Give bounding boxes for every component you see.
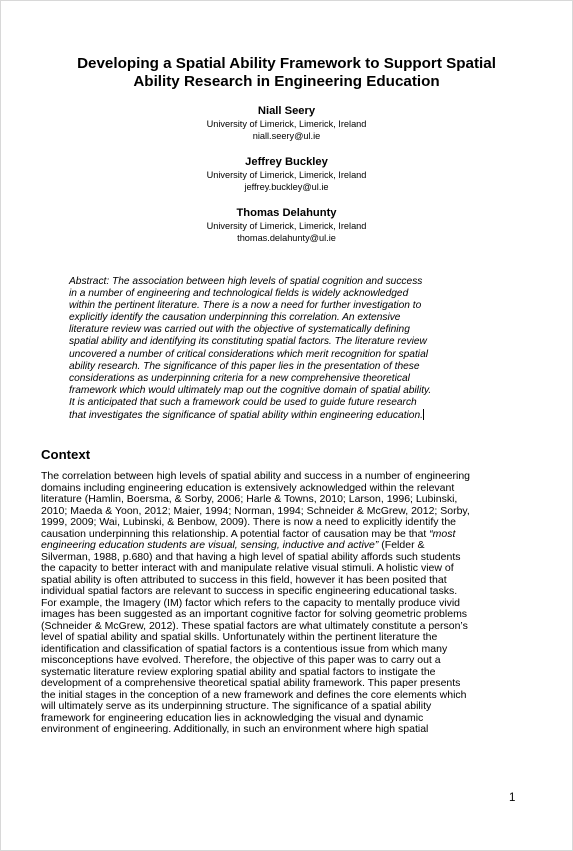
abstract-line <box>69 276 499 288</box>
author-email: niall.seery@ul.ie <box>252 131 321 141</box>
author-block <box>0 104 573 142</box>
body-line: individual spatial factors are relevant to success in specific engineering educational tasks. <box>41 585 458 597</box>
paper-title <box>30 55 543 91</box>
abstract-line: explicitly identify the causation underpinning this correlation. An extensive <box>69 312 401 324</box>
body-line: 2010; Maeda & Yoon, 2012; Maier, 1994; Norman, 1994; Schneider & McGrew, 2012; Sorby, <box>41 504 470 517</box>
body-line <box>41 540 541 552</box>
body-text-span: causation underpinning this relationship. A potential factor of causation may be that <box>41 527 430 540</box>
abstract-text: that investigates the significance of spatial ability within engineering education. <box>69 410 423 422</box>
author-name: Thomas Delahunty <box>236 207 337 219</box>
body-line: literature (Hamlin, Boersma, & Sorby, 2006; Harle & Towns, 2010; Larson, 1996; Lubinski, <box>41 493 458 505</box>
abstract-line: in a number of engineering and technological fields is widely acknowledged <box>69 288 409 300</box>
quote-text: “most <box>429 527 456 540</box>
author-affiliation: University of Limerick, Limerick, Ireland <box>206 170 367 180</box>
title-line: Developing a Spatial Ability Framework to Support Spatial <box>77 55 496 72</box>
body-text[interactable] <box>41 471 541 736</box>
body-line: The correlation between high levels of spatial ability and success in a number of engineering <box>41 470 471 482</box>
author-block <box>0 206 573 244</box>
body-line: spatial ability is often attributed to success in this field, however it has been posited that <box>41 573 447 586</box>
body-line: level of spatial ability and spatial skills. Unfortunately within the pertinent literature the <box>41 631 438 643</box>
body-line: images has been suggested as an important cognitive factor for solving geometric problems <box>41 608 468 620</box>
body-line: the capacity to better interact with and manipulate relative visual stimuli. A holistic view of <box>41 562 454 574</box>
body-line: For example, the Imagery (IM) factor which refers to the capacity to mentally produce vivid <box>41 596 461 609</box>
abstract-line: It is anticipated that such a framework could be used to guide future research <box>69 396 417 408</box>
title-line: Ability Research in Engineering Education <box>133 73 440 90</box>
abstract-line: uncovered a number of critical considerations which merit recognition for spatial <box>69 348 428 360</box>
author-affiliation: University of Limerick, Limerick, Ireland <box>206 221 367 231</box>
author-name: Jeffrey Buckley <box>245 156 328 168</box>
body-line: identification and classification of spatial factors is a contentious issue from which many <box>41 642 448 655</box>
author-name: Niall Seery <box>257 105 316 117</box>
author-affiliation: University of Limerick, Limerick, Ireland <box>206 119 367 129</box>
author-email: thomas.delahunty@ul.ie <box>237 233 336 243</box>
body-line: (Schneider & McGrew, 2012). These spatial factors are what ultimately constitute a person’s <box>41 619 468 632</box>
text-cursor <box>423 409 424 420</box>
page-number: 1 <box>509 792 516 804</box>
abstract-line: within the pertinent literature. There is a now a need for further investigation to <box>69 300 422 312</box>
abstract-text: : The association between high levels of spatial cognition and success <box>106 276 423 287</box>
author-email: jeffrey.buckley@ul.ie <box>244 182 329 192</box>
body-line: misconceptions have evolved. Therefore, the objective of this paper was to carry out a <box>41 654 441 666</box>
body-line: development of a comprehensive theoretical spatial ability framework. This paper presents <box>41 677 461 689</box>
body-line: will ultimately serve as its underpinning structure. The significance of a spatial ability <box>41 700 432 712</box>
abstract-line: ability research. The significance of this paper lies in the presentation of these <box>69 360 420 372</box>
abstract-line <box>69 409 499 422</box>
body-text-span: (Felder & <box>378 539 425 551</box>
quote-text: engineering education students are visual, sensing, inductive and active” <box>41 539 379 551</box>
abstract-line: literature review was carried out with the objective of systematically defining <box>69 324 410 336</box>
abstract-line: framework which would ultimately map out the cognitive domain of spatial ability. <box>69 384 432 396</box>
abstract-line: spatial ability and identifying its constituting spatial factors. The literature review <box>69 336 427 348</box>
body-line: domains including engineering education is extensively acknowledged within the relevant <box>41 481 455 494</box>
abstract[interactable] <box>69 276 499 422</box>
author-block <box>0 155 573 193</box>
body-line: Silverman, 1988, p.680) and that having a high level of spatial ability affords such students <box>41 550 461 563</box>
body-line: framework for engineering education lies in acknowledging the visual and dynamic <box>41 711 424 724</box>
abstract-label: Abstract <box>69 276 107 287</box>
body-line: 1999, 2009; Wai, Lubinski, & Benbow, 2009). There is now a need to explicitly identify the <box>41 516 457 528</box>
body-line: systematic literature review exploring spatial ability and spatial factors to instigate the <box>41 665 436 678</box>
body-line: the initial stages in the conception of a new framework and defines the core elements which <box>41 688 467 701</box>
body-line: environment of engineering. Additionally, in such an environment where high spatial <box>41 723 429 735</box>
section-heading: Context <box>41 447 91 462</box>
abstract-line: considerations as underpinning criteria for a new comprehensive theoretical <box>69 372 410 384</box>
